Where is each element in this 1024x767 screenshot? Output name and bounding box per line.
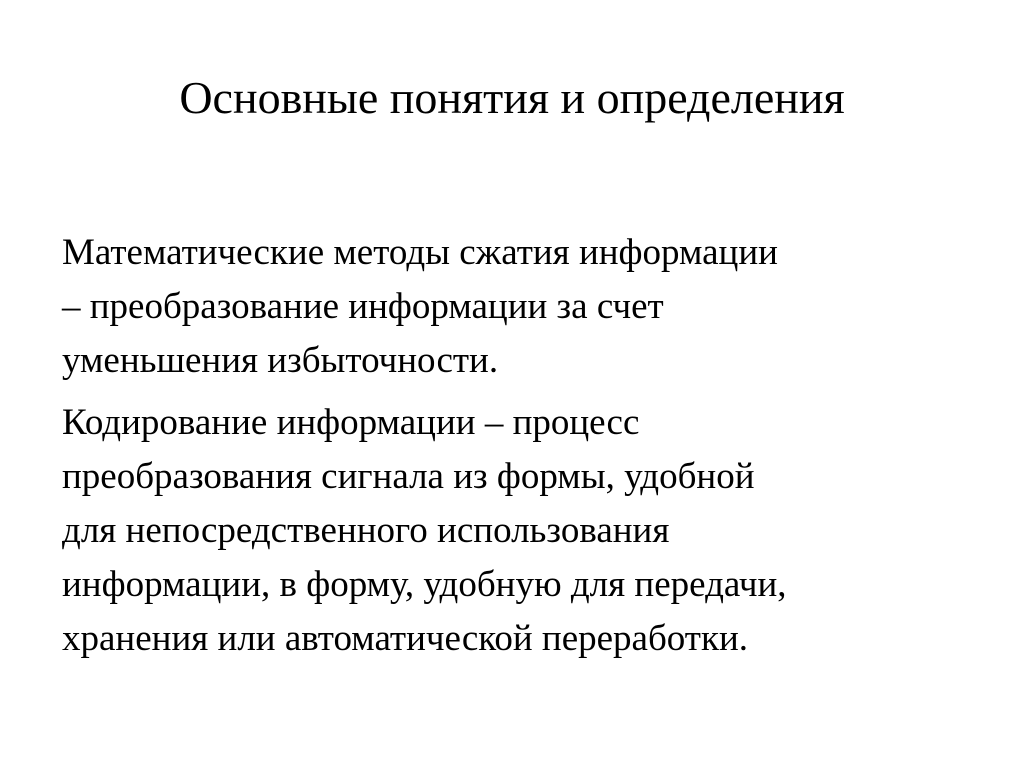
text-line: Математические методы сжатия информации: [62, 232, 778, 273]
text-line: хранения или автоматической переработки.: [62, 618, 748, 659]
definition-compression: [62, 226, 972, 388]
text-line: уменьшения избыточности.: [62, 340, 499, 381]
text-line: для непосредственного использования: [62, 510, 670, 551]
text-line: – преобразование информации за счет: [62, 286, 664, 327]
text-line: преобразования сигнала из формы, удобной: [62, 456, 755, 497]
definition-encoding: [62, 396, 972, 666]
text-line: Кодирование информации – процесс: [62, 402, 640, 443]
slide-title: Основные понятия и определения: [179, 72, 845, 123]
slide-body: [62, 226, 972, 674]
text-line: информации, в форму, удобную для передачи,: [62, 564, 787, 605]
